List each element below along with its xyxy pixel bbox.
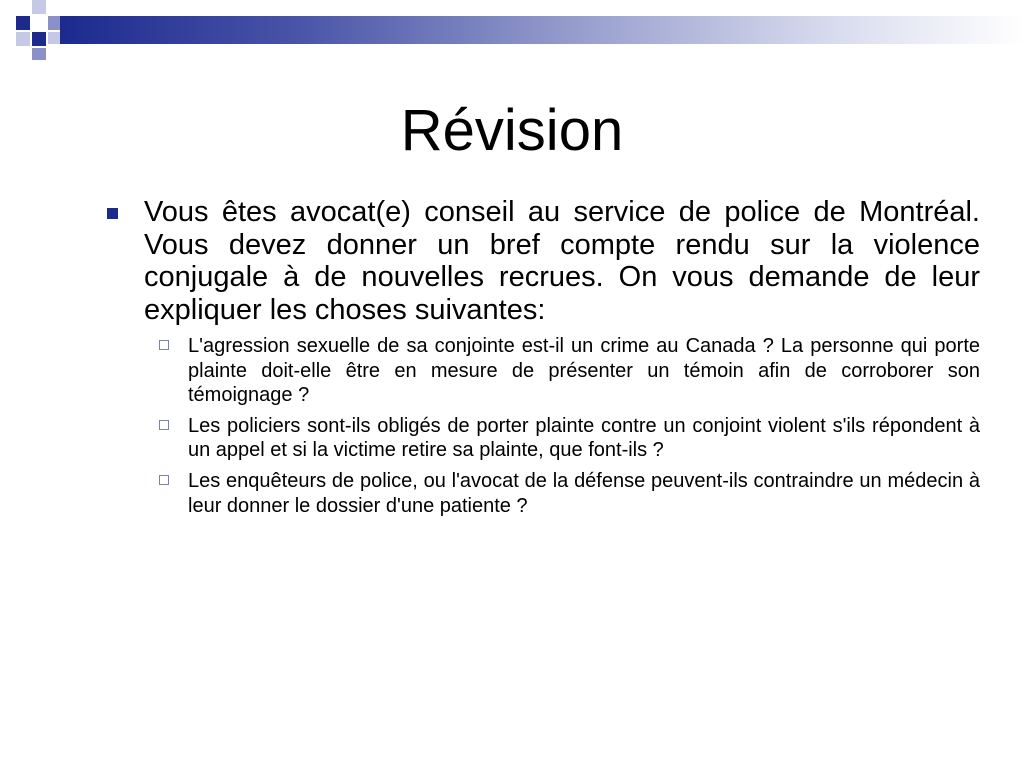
square-bullet-icon bbox=[107, 208, 118, 219]
sub-bullet-item bbox=[156, 469, 980, 518]
hollow-square-bullet-icon bbox=[159, 340, 169, 350]
decor-square bbox=[16, 32, 30, 46]
slide-content bbox=[104, 196, 980, 524]
hollow-square-bullet-icon bbox=[159, 475, 169, 485]
main-bullet-text: Vous êtes avocat(e) conseil au service de police de Montréal. Vous devez donner un bref compte rendu sur la violence conjugale à de nouvelles recrues. On vous demande de leur expliquer les choses suivantes: bbox=[144, 196, 980, 326]
sub-bullet-list bbox=[104, 334, 980, 518]
sub-bullet-text: L'agression sexuelle de sa conjointe est-il un crime au Canada ? La personne qui porte plainte doit-elle être en mesure de présenter un témoin afin de corroborer son témoignage ? bbox=[188, 335, 980, 407]
sub-bullet-text: Les policiers sont-ils obligés de porter plainte contre un conjoint violent s'ils répondent à un appel et si la victime retire sa plainte, que font-ils ? bbox=[188, 414, 980, 462]
header-gradient-bar bbox=[60, 16, 1024, 44]
slide-title: Révision bbox=[400, 98, 624, 163]
sub-bullet-item bbox=[156, 334, 980, 408]
sub-bullet-item bbox=[156, 414, 980, 463]
decor-square bbox=[48, 16, 60, 30]
hollow-square-bullet-icon bbox=[159, 420, 169, 430]
decor-square bbox=[32, 0, 46, 14]
main-bullet-item bbox=[104, 196, 980, 326]
decor-square bbox=[32, 48, 46, 60]
decor-square bbox=[16, 16, 30, 30]
decor-square bbox=[48, 32, 60, 44]
sub-bullet-text: Les enquêteurs de police, ou l'avocat de la défense peuvent-ils contraindre un médecin à leur donner le dossier d'une patiente ? bbox=[188, 469, 980, 517]
decor-square bbox=[32, 32, 46, 46]
